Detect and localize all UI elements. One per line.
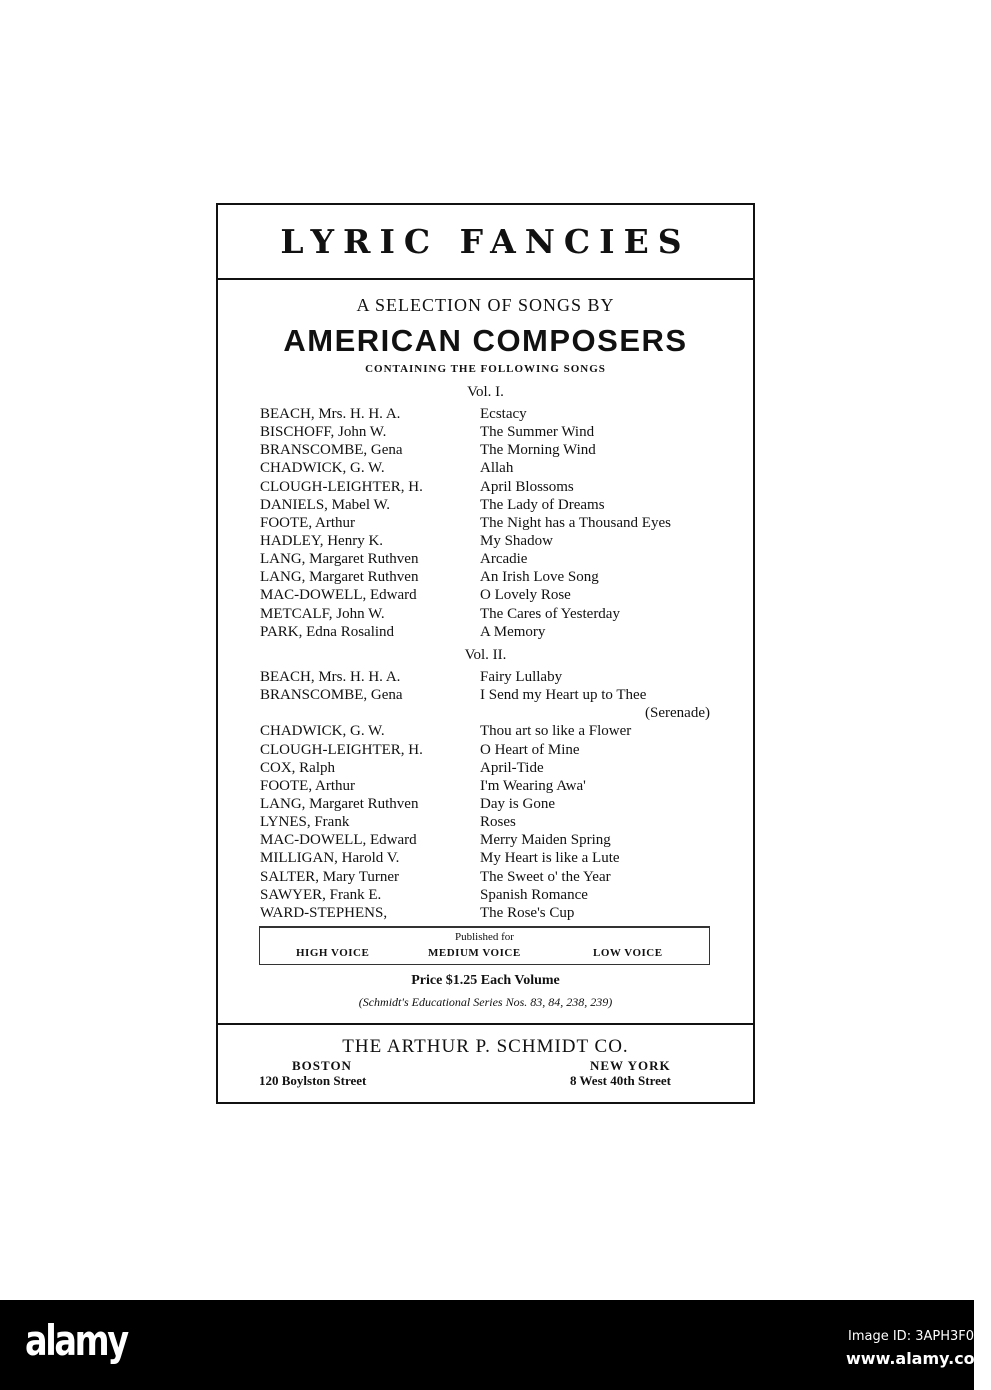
song-row xyxy=(260,496,720,514)
composer: BRANSCOMBE, Gena xyxy=(260,687,403,704)
song-title: O Heart of Mine xyxy=(480,741,580,758)
song-title: The Rose's Cup xyxy=(480,904,575,921)
composer: CLOUGH-LEIGHTER, H. xyxy=(260,478,423,495)
published-for-label: Published for xyxy=(455,931,514,943)
composer: CHADWICK, G. W. xyxy=(260,460,385,477)
composer: BISCHOFF, John W. xyxy=(260,424,387,441)
song-row xyxy=(260,795,720,813)
composer: LANG, Margaret Ruthven xyxy=(260,795,419,812)
song-title: Day is Gone xyxy=(480,795,555,812)
volume-1-label: Vol. I. xyxy=(467,384,504,400)
composer: BEACH, Mrs. H. H. A. xyxy=(260,406,401,422)
boston-city: BOSTON xyxy=(292,1058,352,1073)
composer: BRANSCOMBE, Gena xyxy=(260,442,403,459)
song-row xyxy=(260,813,720,831)
song-row xyxy=(260,605,720,623)
song-title: April-Tide xyxy=(480,759,544,776)
song-title: Roses xyxy=(480,814,516,831)
page-title: LYRIC FANCIES xyxy=(280,222,691,261)
composer: HADLEY, Henry K. xyxy=(260,532,384,549)
composer: FOOTE, Arthur xyxy=(260,777,355,794)
composer: BEACH, Mrs. H. H. A. xyxy=(260,669,401,685)
composer: SALTER, Mary Turner xyxy=(260,868,400,885)
subtitle: A SELECTION OF SONGS BY xyxy=(356,295,615,315)
song-title: My Shadow xyxy=(480,532,553,549)
composer: FOOTE, Arthur xyxy=(260,514,355,531)
song-title: The Lady of Dreams xyxy=(480,496,605,513)
watermark-url: www.alamy.com xyxy=(846,1349,991,1368)
voice-medium: MEDIUM VOICE xyxy=(428,947,521,959)
composer: METCALF, John W. xyxy=(260,605,385,622)
song-title: Allah xyxy=(480,460,514,477)
composer: MAC-DOWELL, Edward xyxy=(260,832,417,849)
composer: LANG, Margaret Ruthven xyxy=(260,551,419,568)
song-row xyxy=(260,704,720,722)
composer: DANIELS, Mabel W. xyxy=(260,496,390,513)
composer: CHADWICK, G. W. xyxy=(260,723,385,740)
composer: PARK, Edna Rosalind xyxy=(260,623,395,640)
containing-label: CONTAINING THE FOLLOWING SONGS xyxy=(365,363,606,375)
composer: MILLIGAN, Harold V. xyxy=(260,850,400,867)
composer xyxy=(260,704,480,722)
song-title: Merry Maiden Spring xyxy=(480,832,611,849)
song-row xyxy=(260,686,720,704)
song-title: Fairy Lullaby xyxy=(480,669,563,685)
series-numbers: (Schmidt's Educational Series Nos. 83, 84, 238, 239) xyxy=(358,995,613,1009)
song-row xyxy=(260,586,720,604)
song-title: The Sweet o' the Year xyxy=(480,868,611,885)
composer: MAC-DOWELL, Edward xyxy=(260,587,417,604)
song-row xyxy=(260,459,720,477)
song-row xyxy=(260,849,720,867)
song-title: O Lovely Rose xyxy=(480,587,571,604)
voice-high: HIGH VOICE xyxy=(296,947,370,959)
song-row xyxy=(260,623,720,641)
song-row xyxy=(260,668,720,686)
divider xyxy=(216,278,755,280)
composer: WARD-STEPHENS, xyxy=(260,904,388,921)
song-title: I'm Wearing Awa' xyxy=(480,777,586,794)
song-row xyxy=(260,741,720,759)
song-row xyxy=(260,423,720,441)
song-row xyxy=(260,722,720,740)
composer: CLOUGH-LEIGHTER, H. xyxy=(260,741,423,758)
composer: SAWYER, Frank E. xyxy=(260,886,382,903)
newyork-city: NEW YORK xyxy=(590,1058,671,1073)
watermark-bar xyxy=(0,1300,974,1390)
song-title: April Blossoms xyxy=(480,478,574,495)
song-title: The Morning Wind xyxy=(480,442,596,459)
song-row xyxy=(260,777,720,795)
song-title: Thou art so like a Flower xyxy=(480,723,632,740)
song-title: Spanish Romance xyxy=(480,886,588,903)
voice-low: LOW VOICE xyxy=(593,947,663,959)
song-title: Ecstacy xyxy=(480,406,527,422)
song-row xyxy=(260,478,720,496)
composer: COX, Ralph xyxy=(260,759,335,776)
volume-2-song-list xyxy=(260,668,720,922)
song-row xyxy=(260,886,720,904)
song-title: The Cares of Yesterday xyxy=(480,605,620,622)
song-row xyxy=(260,831,720,849)
song-row xyxy=(260,568,720,586)
song-title: The Night has a Thousand Eyes xyxy=(480,514,671,531)
song-title: (Serenade) xyxy=(645,705,710,722)
song-row xyxy=(260,441,720,459)
song-title: An Irish Love Song xyxy=(480,569,599,586)
heading: AMERICAN COMPOSERS xyxy=(283,323,688,358)
song-row xyxy=(260,759,720,777)
newyork-address: 8 West 40th Street xyxy=(570,1073,671,1088)
volume-1-song-list xyxy=(260,405,720,641)
song-row xyxy=(260,514,720,532)
published-for-box xyxy=(259,926,710,965)
volume-2-label: Vol. II. xyxy=(464,647,507,663)
publisher-name: THE ARTHUR P. SCHMIDT CO. xyxy=(342,1036,629,1057)
image-id: Image ID: 3APH3F0 xyxy=(848,1329,975,1344)
boston-address: 120 Boylston Street xyxy=(259,1073,367,1088)
song-title: The Summer Wind xyxy=(480,424,595,441)
divider xyxy=(216,1023,755,1025)
song-row xyxy=(260,904,720,922)
composer: LYNES, Frank xyxy=(260,814,350,831)
alamy-logo: alamy xyxy=(25,1316,127,1365)
song-row xyxy=(260,532,720,550)
song-row xyxy=(260,550,720,568)
song-title: Arcadie xyxy=(480,551,528,568)
song-row xyxy=(260,868,720,886)
song-title: A Memory xyxy=(480,623,546,640)
song-row xyxy=(260,405,720,423)
price: Price $1.25 Each Volume xyxy=(411,973,560,988)
composer: LANG, Margaret Ruthven xyxy=(260,569,419,586)
song-title: I Send my Heart up to Thee xyxy=(480,687,647,704)
song-title: My Heart is like a Lute xyxy=(480,850,620,867)
